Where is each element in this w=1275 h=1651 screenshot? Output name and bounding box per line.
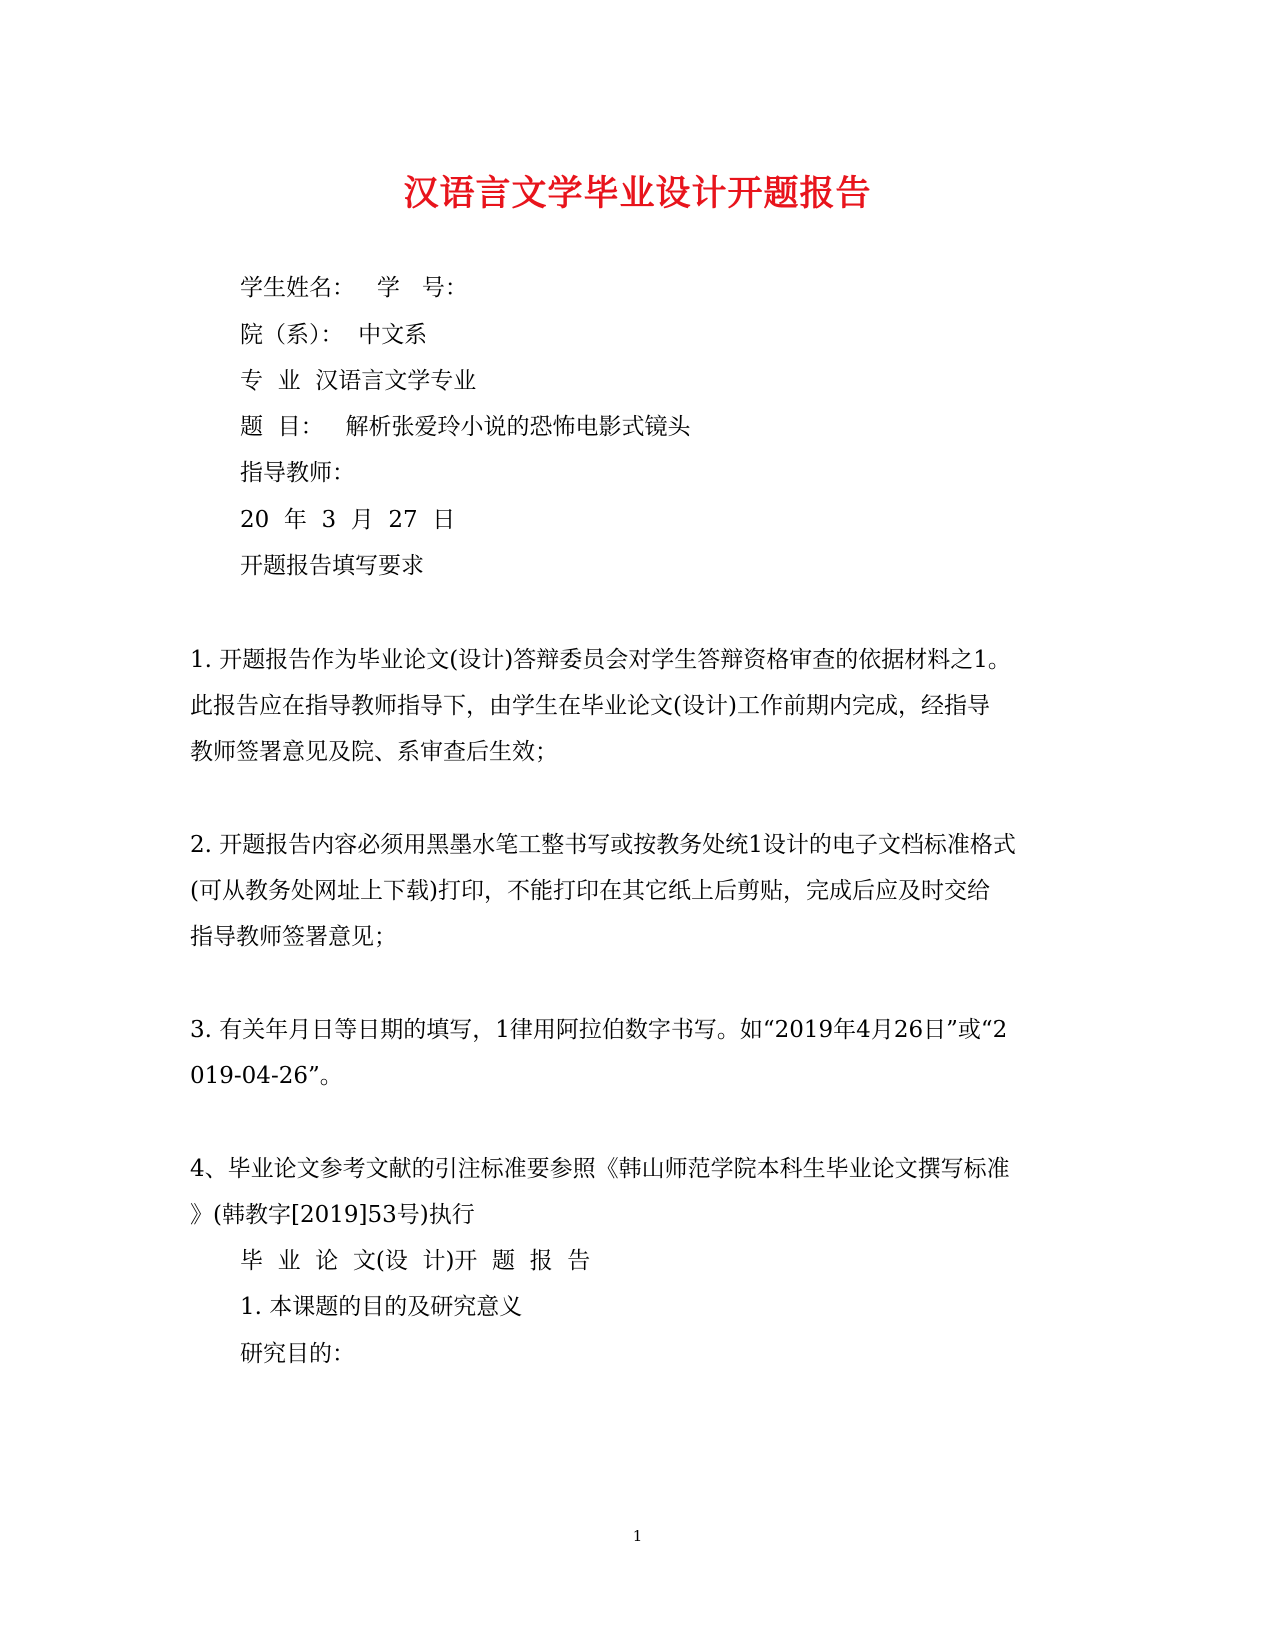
requirement-1-line-1: 1. 开题报告作为毕业论文(设计)答辩委员会对学生答辩资格审查的依据材料之1。 [190, 647, 1011, 673]
requirement-2-line-2: (可从教务处网址上下载)打印，不能打印在其它纸上后剪贴，完成后应及时交给 [190, 878, 990, 904]
requirement-2-line-1: 2. 开题报告内容必须用黑墨水笔工整书写或按教务处统1设计的电子文档标准格式 [190, 832, 1016, 858]
requirement-4-line-1: 4、毕业论文参考文献的引注标准要参照《韩山师范学院本科生毕业论文撰写标准 [190, 1156, 1010, 1182]
topic-line: 题 目： 解析张爱玲小说的恐怖电影式镜头 [240, 414, 691, 440]
major-line: 专 业 汉语言文学专业 [240, 368, 477, 394]
department-line: 院（系）： 中文系 [240, 322, 428, 348]
requirement-1-line-3: 教师签署意见及院、系审查后生效； [190, 739, 558, 765]
page-number: 1 [632, 1527, 643, 1545]
requirement-3-line-2: 019-04-26”。 [190, 1063, 343, 1089]
advisor-line: 指导教师： [240, 460, 355, 486]
requirements-heading: 开题报告填写要求 [240, 553, 424, 579]
section-1-heading: 1. 本课题的目的及研究意义 [240, 1294, 523, 1320]
date-line: 20 年 3 月 27 日 [240, 507, 456, 533]
student-name-line: 学生姓名： 学 号： [240, 275, 468, 301]
document-title: 汉语言文学毕业设计开题报告 [403, 173, 872, 214]
requirement-2-line-3: 指导教师签署意见； [190, 924, 397, 950]
requirement-1-line-2: 此报告应在指导教师指导下，由学生在毕业论文(设计)工作前期内完成，经指导 [190, 693, 990, 719]
requirement-4-line-2: 》(韩教字[2019]53号)执行 [190, 1202, 475, 1228]
report-heading: 毕 业 论 文(设 计)开 题 报 告 [240, 1248, 591, 1274]
section-1-subheading: 研究目的： [240, 1341, 355, 1367]
requirement-3-line-1: 3. 有关年月日等日期的填写，1律用阿拉伯数字书写。如“2019年4月26日”或“2 [190, 1017, 1008, 1043]
